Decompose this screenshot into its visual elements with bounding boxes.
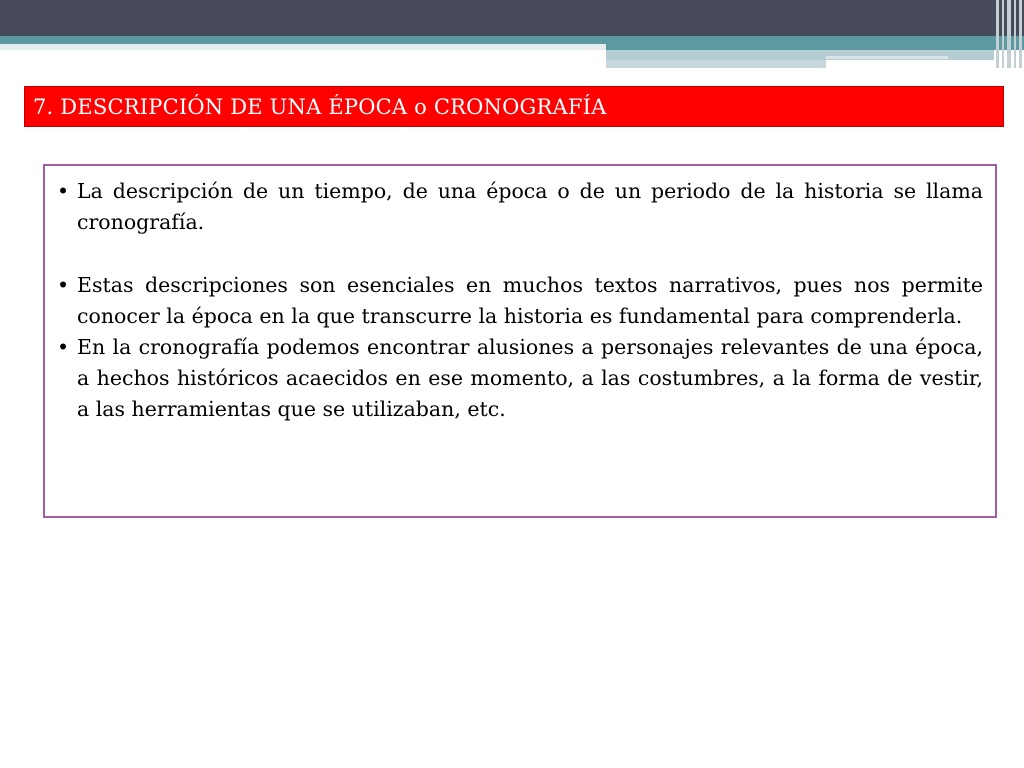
bullet-dot-icon: • <box>57 179 70 203</box>
slide-title: 7. DESCRIPCIÓN DE UNA ÉPOCA o CRONOGRAFÍA <box>33 94 607 119</box>
header-band-line <box>826 56 948 59</box>
header-right-stripes <box>994 0 1024 68</box>
bullet-dot-icon: • <box>57 335 70 359</box>
bullet-dot-icon: • <box>57 273 70 297</box>
header-band-pale-secondary <box>606 60 826 68</box>
title-bar <box>24 86 1004 127</box>
spacer <box>57 238 983 270</box>
bullet-item <box>57 176 983 238</box>
bullet-list <box>57 176 983 425</box>
header-band-light-strip <box>0 44 606 50</box>
bullet-item <box>57 332 983 425</box>
bullet-text: En la cronografía podemos encontrar alusiones a personajes relevantes de una época, a hechos históricos acaecidos en ese momento, a las costumbres, a la forma de vestir, a las herramientas que se utilizaban, etc. <box>77 335 983 421</box>
content-box <box>43 164 997 518</box>
bullet-text: La descripción de un tiempo, de una época o de un periodo de la historia se llama cronografía. <box>77 179 983 234</box>
bullet-text: Estas descripciones son esenciales en muchos textos narrativos, pues nos permite conocer la época en la que transcurre la historia es fundamental para comprenderla. <box>77 273 983 328</box>
bullet-item <box>57 270 983 332</box>
header-band-dark <box>0 0 1024 36</box>
